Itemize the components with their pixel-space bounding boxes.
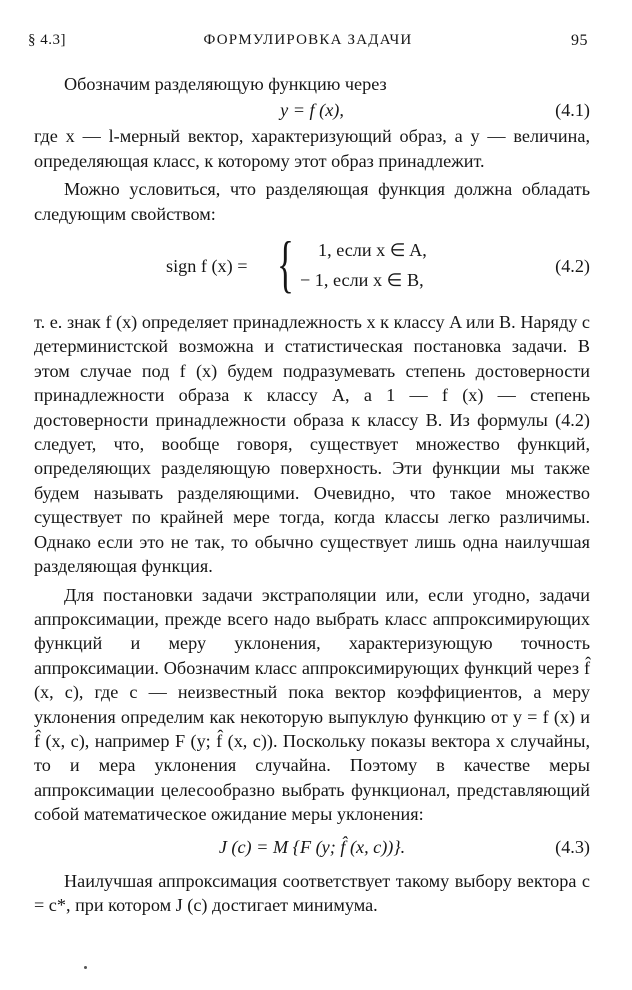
paragraph-5: Для постановки задачи экстраполяции или, если угодно, задачи аппроксимации, прежде всего надо выбрать класс аппроксимирующих функций и меру уклонения, характеризующую точность аппроксимации. Обозначим класс аппроксимирующих функций через f̂ (x, c), где c — неизвестный пока вектор коэффициентов, а меру уклонения определим как некоторую выпуклую функцию от y = f (x) и f̂ (x, c), например F (y; f̂ (x, c)). Поскольку показы вектора x случайны, то и мера уклонения случайна. Поэтому в качестве меры аппроксимации целесообразно выбрать функционал, представляющий собой математическое ожидание меры уклонения: <box>34 584 590 825</box>
equation-4-3-number: (4.3) <box>555 836 590 857</box>
equation-4-3 <box>34 833 590 861</box>
equation-4-2-number: (4.2) <box>555 256 590 277</box>
running-header <box>28 30 588 54</box>
page-number: 95 <box>571 32 588 49</box>
section-ref: § 4.3] <box>28 32 66 48</box>
left-brace-symbol: { <box>277 228 294 300</box>
equation-4-3-expr: J (c) = M {F (y; f̂ (x, c))}. <box>218 836 406 857</box>
paragraph-1: Обозначим разделяющую функцию через <box>64 74 387 94</box>
print-speck <box>84 966 87 969</box>
equation-4-2 <box>34 228 590 302</box>
equation-4-2-case-2: − 1, если x ∈ B, <box>300 270 424 291</box>
equation-4-2-lhs: sign f (x) = <box>166 256 248 277</box>
equation-4-1-expr: y = f (x), <box>280 100 344 121</box>
chapter-title: ФОРМУЛИРОВКА ЗАДАЧИ <box>203 32 413 48</box>
equation-4-1 <box>34 96 590 124</box>
equation-4-1-number: (4.1) <box>555 100 590 121</box>
paragraph-4: т. е. знак f (x) определяет принадлежность x к классу A или B. Наряду с детерминистской возможна и статистическая постановка задачи. В этом случае под f (x) будем подразумевать степень достоверности принадлежности образа к классу A, а 1 — f (x) — степень достоверности принадлежности образа к классу B. Из формулы (4.2) следует, что, вообще говоря, существует множество функций, определяющих разделяющую поверхность. Эти функции мы также будем называть разделяющими. Очевидно, что такое множество существует по крайней мере тогда, когда классы легко различимы. Однако если это не так, то обычно существует лишь одна наилучшая разделяющая функция. <box>34 312 590 577</box>
page-body <box>34 72 590 917</box>
paragraph-6: Наилучшая аппроксимация соответствует такому выбору вектора c = c*, при котором J (c) достигает минимума. <box>34 870 590 915</box>
paragraph-3: Можно условиться, что разделяющая функция должна обладать следующим свойством: <box>34 179 590 224</box>
equation-4-2-case-1: 1, если x ∈ A, <box>318 240 427 261</box>
paragraph-2: где x — l-мерный вектор, характеризующий образ, а y — величина, определяющая класс, к которому этот образ принадлежит. <box>34 126 590 171</box>
